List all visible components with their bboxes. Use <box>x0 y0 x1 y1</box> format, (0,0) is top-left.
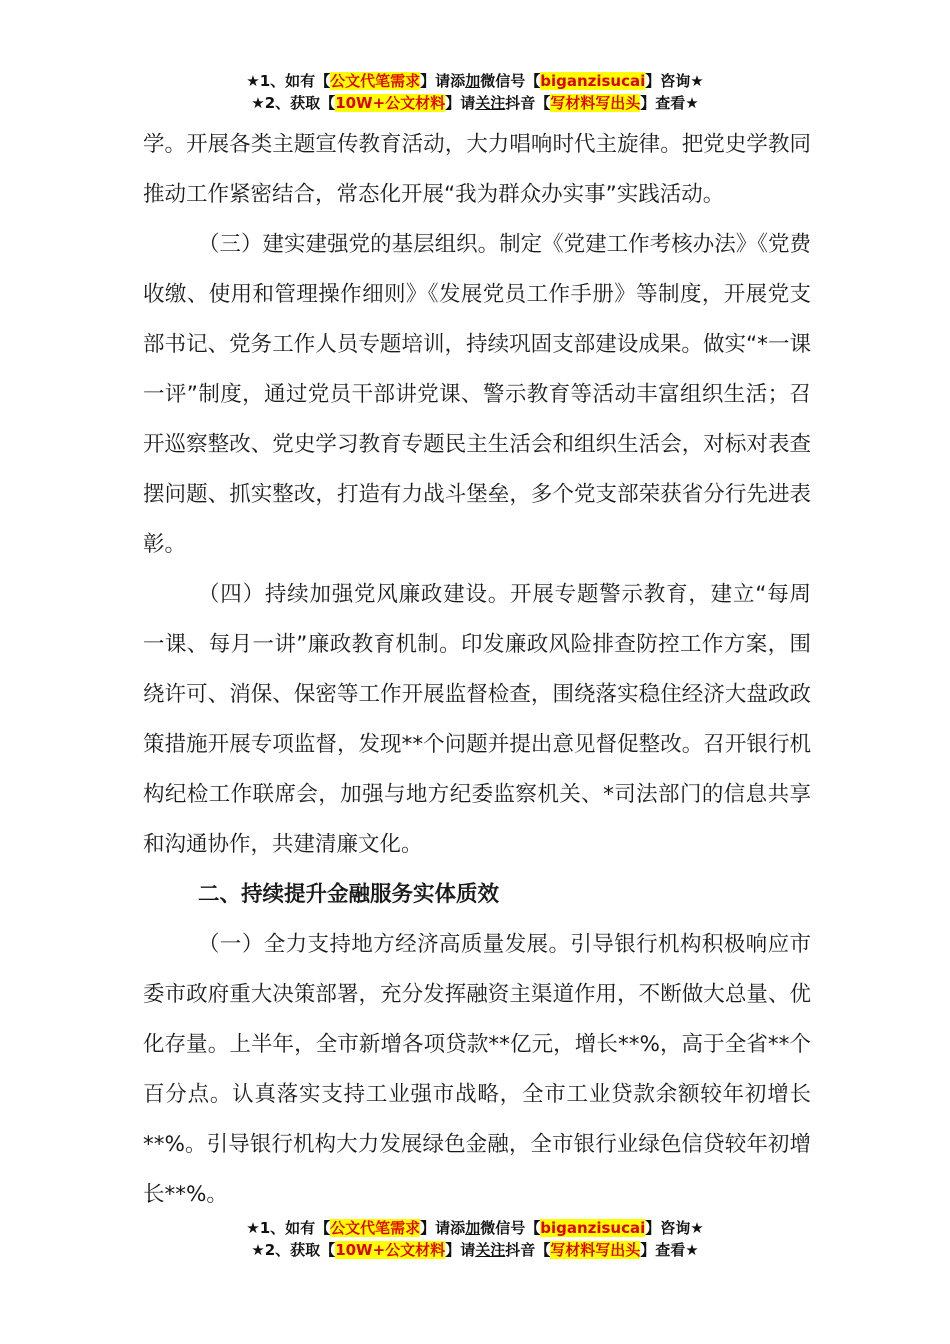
promo-highlight: 10W+公文材料 <box>335 1241 446 1259</box>
promo-text: 】请 <box>445 1241 476 1259</box>
promo-wechat-id: biganzisucai <box>540 72 646 90</box>
promo-highlight: 10W+公文材料 <box>335 94 446 112</box>
promo-text: ★1、如有【 <box>246 1219 331 1237</box>
promo-douyin-id: 写材料写出头 <box>550 94 641 112</box>
section-heading: 二、持续提升金融服务实体质效 <box>198 882 500 907</box>
paragraph-continuation: 学。开展各类主题宣传教育活动，大力唱响时代主旋律。把党史学教同推动工作紧密结合，常态化开展“我为群众办实事”实践活动。 <box>143 132 811 207</box>
header-promo-banner <box>0 70 950 114</box>
promo-underline: 加 <box>465 1219 481 1237</box>
promo-text: 】咨询★ <box>645 1219 704 1237</box>
promo-line-2 <box>0 92 950 114</box>
paragraph-section-4: （四）持续加强党风廉政建设。开展专题警示教育，建立“每周一课、每月一讲”廉政教育机制。印发廉政风险排查防控工作方案，围绕许可、消保、保密等工作开展监督检查，围绕落实稳住经济大盘政政策措施开展专项监督，发现**个问题并提出意见督促整改。召开银行机构纪检工作联席会，加强与地方纪委监察机关、*司法部门的信息共享和沟通协作，共建清廉文化。 <box>143 582 811 857</box>
promo-text: 】咨询★ <box>645 72 704 90</box>
footer-promo-banner <box>0 1217 950 1261</box>
promo-text: 抖音【 <box>505 94 551 112</box>
promo-text: 微信号【 <box>480 1219 541 1237</box>
promo-text: ★1、如有【 <box>246 72 331 90</box>
promo-underline: 关注 <box>475 1241 506 1259</box>
promo-highlight: 公文代笔需求 <box>330 1219 421 1237</box>
promo-text: ★2、获取【 <box>251 1241 336 1259</box>
promo-line-2 <box>0 1239 950 1261</box>
promo-douyin-id: 写材料写出头 <box>550 1241 641 1259</box>
promo-underline: 关注 <box>475 94 506 112</box>
paragraph-subsection-1: （一）全力支持地方经济高质量发展。引导银行机构积极响应市委市政府重大决策部署，充分发挥融资主渠道作用，不断做大总量、优化存量。上半年，全市新增各项贷款**亿元，增长**%，高于全省**个百分点。认真落实支持工业强市战略，全市工业贷款余额较年初增长**%。引导银行机构大力发展绿色金融，全市银行业绿色信贷较年初增长**%。 <box>143 932 811 1207</box>
promo-text: 抖音【 <box>505 1241 551 1259</box>
promo-text: ★2、获取【 <box>251 94 336 112</box>
promo-text: 】查看★ <box>640 1241 699 1259</box>
promo-text: 】查看★ <box>640 94 699 112</box>
promo-text: 】请 <box>445 94 476 112</box>
promo-line-1 <box>0 1217 950 1239</box>
promo-underline: 加 <box>465 72 481 90</box>
promo-text: 微信号【 <box>480 72 541 90</box>
promo-text: 】请添 <box>420 1219 466 1237</box>
promo-wechat-id: biganzisucai <box>540 1219 646 1237</box>
promo-highlight: 公文代笔需求 <box>330 72 421 90</box>
promo-text: 】请添 <box>420 72 466 90</box>
promo-line-1 <box>0 70 950 92</box>
document-body <box>143 120 811 1220</box>
paragraph-section-3: （三）建实建强党的基层组织。制定《党建工作考核办法》《党费收缴、使用和管理操作细则》《发展党员工作手册》等制度，开展党支部书记、党务工作人员专题培训，持续巩固支部建设成果。做实“*一课一评”制度，通过党员干部讲党课、警示教育等活动丰富组织生活；召开巡察整改、党史学习教育专题民主生活会和组织生活会，对标对表查摆问题、抓实整改，打造有力战斗堡垒，多个党支部荣获省分行先进表彰。 <box>143 232 811 557</box>
